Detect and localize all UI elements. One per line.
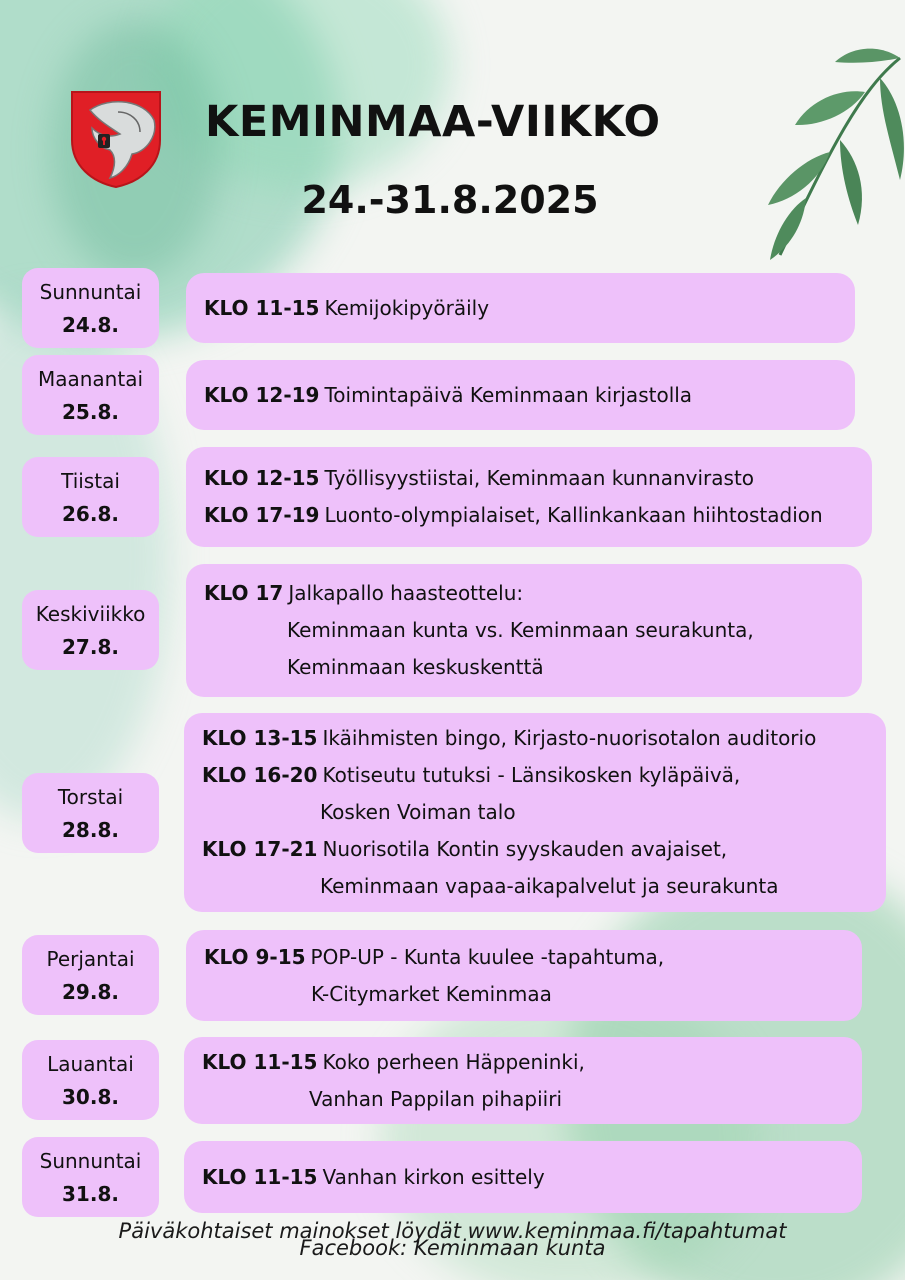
event-time: KLO 13-15 [202, 726, 318, 750]
day-date: 30.8. [62, 1085, 119, 1109]
event-card-saturday-30 [184, 1037, 862, 1124]
day-label-wednesday-27 [22, 590, 159, 670]
poster-date-range: 24.-31.8.2025 [301, 178, 599, 222]
event-description: Kotiseutu tutuksi - Länsikosken kyläpäivä, [322, 763, 741, 787]
event-time: KLO 12-19 [204, 382, 320, 407]
weekday-name: Maanantai [37, 367, 144, 391]
weekday-name: Torstai [57, 785, 124, 809]
footer-website-text: Päiväkohtaiset mainokset löydät www.keminmaa.fi/tapahtumat [118, 1219, 787, 1243]
event-line [204, 575, 862, 612]
event-description: POP-UP - Kunta kuulee -tapahtuma, [310, 944, 665, 969]
event-time: KLO 9-15 [204, 944, 306, 969]
event-time: KLO 17-19 [204, 503, 320, 527]
event-description: Työllisyystiistai, Keminmaan kunnanvirasto [324, 466, 755, 490]
event-line [204, 497, 872, 534]
day-label-saturday-30 [22, 1040, 159, 1120]
event-description: Luonto-olympialaiset, Kallinkankaan hiihtostadion [324, 503, 823, 527]
day-label-monday-25 [22, 355, 159, 435]
day-date: 24.8. [62, 313, 119, 337]
event-line [202, 1159, 862, 1196]
day-label-tuesday-26 [22, 457, 159, 537]
day-date: 31.8. [62, 1182, 119, 1206]
event-time: KLO 11-15 [202, 1164, 318, 1189]
event-line [202, 1044, 862, 1081]
event-card-sunday-31 [184, 1141, 862, 1213]
event-description: Koko perheen Häppeninki, [322, 1049, 585, 1074]
weekday-name: Perjantai [46, 947, 135, 971]
event-line [204, 460, 872, 497]
event-line [204, 939, 862, 976]
event-line-continued: K-Citymarket Keminmaa [311, 981, 552, 1006]
day-label-sunday-24 [22, 268, 159, 348]
event-line [202, 831, 886, 868]
weekday-name: Tiistai [61, 469, 120, 493]
poster-header [0, 0, 905, 250]
event-card-thursday-28 [184, 713, 886, 912]
event-description: Ikäihmisten bingo, Kirjasto-nuorisotalon auditorio [322, 726, 817, 750]
day-date: 29.8. [62, 980, 119, 1004]
day-label-thursday-28 [22, 773, 159, 853]
event-time: KLO 12-15 [204, 466, 320, 490]
day-date: 25.8. [62, 400, 119, 424]
event-line [202, 720, 886, 757]
day-date: 28.8. [62, 818, 119, 842]
weekday-name: Sunnuntai [39, 280, 142, 304]
day-label-sunday-31 [22, 1137, 159, 1217]
poster-footer [0, 1218, 905, 1261]
event-line-continued: Keminmaan keskuskenttä [287, 655, 544, 679]
weekday-name: Sunnuntai [39, 1149, 142, 1173]
event-time: KLO 17-21 [202, 837, 318, 861]
event-description: Kemijokipyöräily [324, 295, 490, 320]
event-description: Nuorisotila Kontin syyskauden avajaiset, [322, 837, 728, 861]
footer-facebook-text: Facebook: Keminmaan kunta [299, 1236, 606, 1260]
event-description: Vanhan kirkon esittely [322, 1164, 545, 1189]
day-label-friday-29 [22, 935, 159, 1015]
event-time: KLO 11-15 [204, 295, 320, 320]
weekday-name: Lauantai [47, 1052, 134, 1076]
event-description: Jalkapallo haasteottelu: [288, 581, 524, 605]
event-line [204, 377, 855, 414]
day-date: 27.8. [62, 635, 119, 659]
event-description: Toimintapäivä Keminmaan kirjastolla [324, 382, 693, 407]
event-time: KLO 11-15 [202, 1049, 318, 1074]
event-line-continued: Keminmaan vapaa-aikapalvelut ja seurakunta [320, 874, 779, 898]
event-line-continued: Kosken Voiman talo [320, 800, 516, 824]
event-line-continued: Vanhan Pappilan pihapiiri [309, 1086, 563, 1111]
event-card-sunday-24 [186, 273, 855, 343]
event-line [204, 290, 855, 327]
event-line-continued: Keminmaan kunta vs. Keminmaan seurakunta, [287, 618, 754, 642]
event-time: KLO 16-20 [202, 763, 318, 787]
municipality-crest-icon [70, 90, 162, 188]
event-card-tuesday-26 [186, 447, 872, 547]
day-date: 26.8. [62, 502, 119, 526]
event-line [202, 757, 886, 794]
event-card-friday-29 [186, 930, 862, 1021]
poster-title: KEMINMAA-VIIKKO [205, 97, 661, 147]
event-time: KLO 17 [204, 581, 284, 605]
event-card-wednesday-27 [186, 564, 862, 697]
leaf-branch-icon [740, 30, 905, 265]
event-card-monday-25 [186, 360, 855, 430]
weekday-name: Keskiviikko [35, 602, 146, 626]
